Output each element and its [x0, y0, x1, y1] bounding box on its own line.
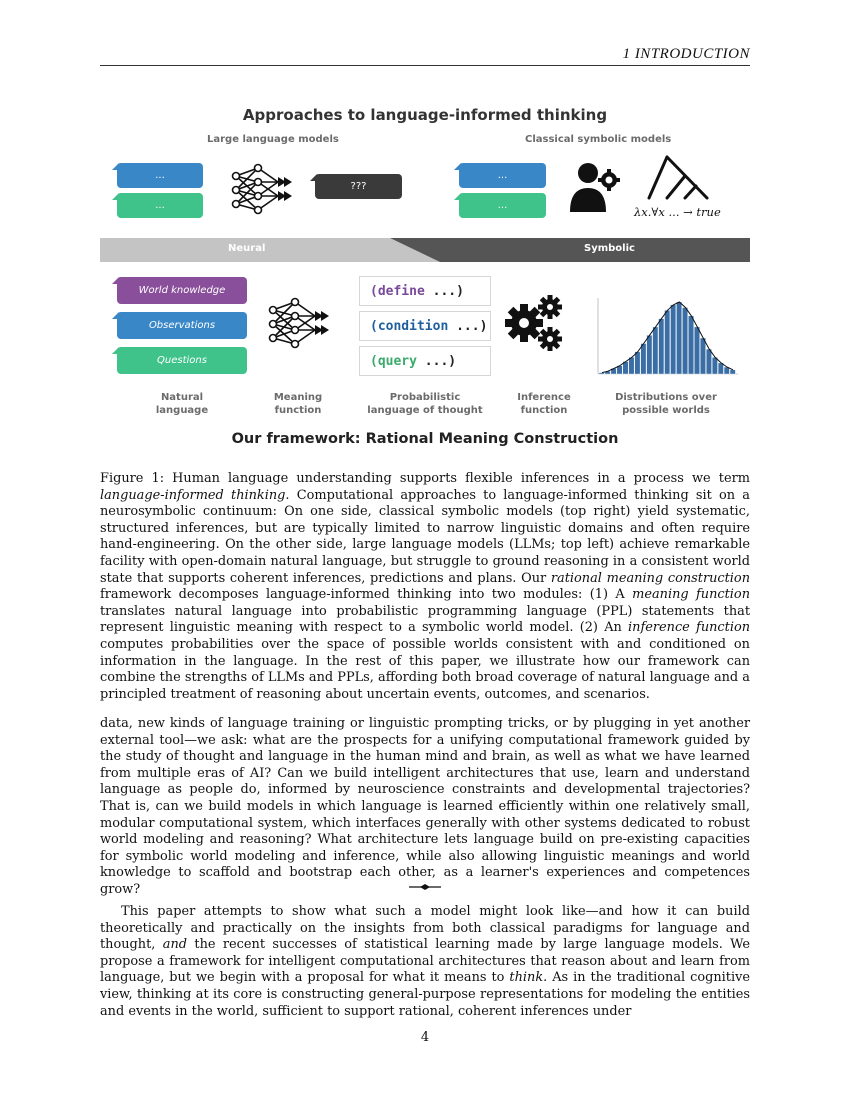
- label-line: Distributions over: [615, 392, 717, 403]
- label-meaning-function: [256, 391, 340, 417]
- body-text: As in the traditional cognitive view, thinking at its core is constructing general-purpose representations for modeling the entities and events in the world, sufficient to support rational, coherent inferences under: [100, 970, 750, 1019]
- histogram-bar: [629, 357, 634, 374]
- bubble-text: ...: [497, 170, 508, 181]
- code-rest: ...): [448, 318, 488, 334]
- figure-title: Approaches to language-informed thinking: [242, 106, 608, 124]
- histogram-bars: [599, 302, 735, 374]
- histogram-bar: [647, 335, 652, 374]
- label-line: language: [155, 405, 209, 416]
- llm-input-bubble-blue: [117, 163, 203, 188]
- bubble-tail: [454, 163, 461, 170]
- code-rest: ...): [416, 353, 457, 369]
- bubble-tail: [112, 277, 119, 284]
- caption-text: Computational approaches to language-informed thinking sit on a neurosymbolic continuum: On one side, classical symbolic models (top right) yield systematic, structured inferences, but are typically limited to narrow linguistic domains and often require hand-engineering. On the other side, large language models (LLMs; top left) achieve remarkable facility with open-domain natural language, but struggle to ground reasoning in a consistent world state that supports coherent inferences, predictions and plans. Our: [100, 487, 750, 586]
- section-ornament: [408, 883, 442, 891]
- histogram-bar: [694, 327, 699, 374]
- histogram-bar: [712, 357, 717, 374]
- llm-output-bubble: [315, 174, 402, 199]
- code-keyword: (condition: [370, 318, 449, 334]
- label-line: Inference: [517, 392, 571, 403]
- input-observations: [117, 312, 247, 339]
- caption-text: translates natural language into probabilistic programming language (PPL) statements that represent linguistic meaning with respect to a symbolic world model. (2) An: [100, 603, 750, 636]
- code-condition: [359, 311, 491, 341]
- label-probabilistic-lot: [360, 391, 490, 417]
- input-text: Questions: [157, 355, 207, 366]
- histogram-bar: [682, 308, 687, 374]
- histogram-bar: [688, 316, 693, 374]
- label-line: function: [520, 405, 568, 416]
- caption-emphasis: inference function: [628, 620, 751, 636]
- label-line: possible worlds: [622, 405, 710, 416]
- histogram-bar: [676, 302, 681, 374]
- header-rule: [100, 65, 750, 66]
- input-questions: [117, 347, 247, 374]
- bubble-tail: [112, 193, 119, 200]
- histogram-bar: [700, 338, 705, 374]
- histogram-bar: [641, 344, 646, 374]
- body-emphasis: think.: [509, 970, 548, 986]
- symbolic-label: Symbolic: [584, 243, 635, 254]
- body-text: the recent successes of statistical learning made by large language models. We propose a framework for intelligent computational architectures that reason about and learn from language, but we begin with a proposal for what it means to: [100, 937, 750, 986]
- bubble-text: ...: [497, 200, 508, 211]
- llm-label: Large language models: [207, 134, 339, 145]
- label-natural-language: [140, 391, 224, 417]
- caption-text: computes probabilities over the space of possible worlds consistent with and conditioned on information in the language. In the rest of this paper, we illustrate how our framework can combine the strengths of LLMs and PPLs, affording both broad coverage of natural language and a principled treatment of reasoning about uncertain events, outcomes, and scenarios.: [100, 636, 750, 702]
- continuum-bar: [100, 238, 750, 262]
- framework-title: Our framework: Rational Meaning Construction: [231, 431, 619, 447]
- label-line: Probabilistic: [389, 392, 461, 403]
- figure-caption: [100, 471, 750, 703]
- histogram-bar: [653, 327, 658, 374]
- code-define: [359, 276, 491, 306]
- symbolic-input-bubble-green: [459, 193, 546, 218]
- body-paragraph: data, new kinds of language training or linguistic prompting tricks, or by plugging in yet another external tool—we ask: what are the prospects for a unifying computational framework guided by the study of thought and language in the human mind and brain, as well as what we have learned from multiple eras of AI? Can we build intelligent architectures that use, learn and understand language as people do, informed by neuroscience constraints and developmental trajectories? That is, can we build models in which language is learned efficiently within one relatively small, modular computational system, which interfaces generally with other systems dedicated to robust world modeling and reasoning? What architecture lets language build on pre-existing capacities for symbolic world modeling and inference, while also allowing linguistic meanings and world knowledge to scaffold and bootstrap each other, as a learner's experiences and competences grow?: [100, 716, 750, 897]
- bubble-text: ???: [350, 181, 367, 192]
- running-header: 1 INTRODUCTION: [622, 46, 750, 62]
- histogram-bar: [670, 305, 675, 374]
- bubble-tail: [454, 193, 461, 200]
- body-paragraph: [100, 904, 750, 1020]
- label-line: Meaning: [273, 392, 323, 403]
- input-text: Observations: [148, 320, 216, 331]
- bubble-tail: [112, 163, 119, 170]
- engineer-icon: [566, 160, 622, 214]
- label-line: function: [274, 405, 322, 416]
- neural-label: Neural: [228, 243, 266, 254]
- histogram-bar: [665, 310, 670, 374]
- label-distributions: [588, 391, 744, 417]
- input-world-knowledge: [117, 277, 247, 304]
- bubble-tail: [112, 347, 119, 354]
- llm-input-bubble-green: [117, 193, 203, 218]
- caption-text: framework decomposes language-informed thinking into two modules: (1) A: [100, 587, 633, 603]
- histogram-bar: [635, 352, 640, 374]
- bubble-tail: [310, 174, 317, 181]
- histogram-bar: [730, 370, 735, 374]
- code-query: [359, 346, 491, 376]
- caption-emphasis: language-informed thinking.: [100, 487, 290, 503]
- meaning-function-network-icon: [265, 296, 331, 352]
- histogram-bar: [599, 373, 604, 374]
- caption-emphasis: rational meaning construction: [550, 570, 750, 586]
- histogram-bar: [706, 349, 711, 374]
- label-line: language of thought: [367, 405, 483, 416]
- code-keyword: (define: [370, 283, 425, 299]
- caption-emphasis: meaning function: [632, 587, 750, 603]
- parse-tree-icon: [645, 154, 713, 202]
- lambda-expression: λx.∀x ... → true: [634, 205, 721, 219]
- page-number: 4: [420, 1030, 430, 1045]
- caption-text: Figure 1: Human language understanding supports flexible inferences in a process we term: [100, 471, 750, 486]
- input-text: World knowledge: [138, 285, 226, 296]
- bubble-text: ...: [155, 170, 165, 181]
- label-line: Natural: [160, 392, 204, 403]
- code-rest: ...): [424, 283, 464, 299]
- bubble-text: ...: [155, 200, 165, 211]
- gears-icon: [504, 295, 568, 353]
- bubble-tail: [112, 312, 119, 319]
- symbolic-models-label: Classical symbolic models: [525, 134, 672, 145]
- label-inference-function: [500, 391, 588, 417]
- neural-network-icon: [228, 162, 294, 218]
- symbolic-input-bubble-blue: [459, 163, 546, 188]
- body-text: This paper attempts to show what such a model might look like—and how it can build theoretically and practically on the insights from both classical paradigms for language and thought,: [100, 904, 750, 953]
- code-keyword: (query: [370, 353, 417, 369]
- body-emphasis: and: [162, 937, 188, 953]
- histogram-bar: [659, 319, 664, 374]
- distribution-histogram: [588, 294, 742, 382]
